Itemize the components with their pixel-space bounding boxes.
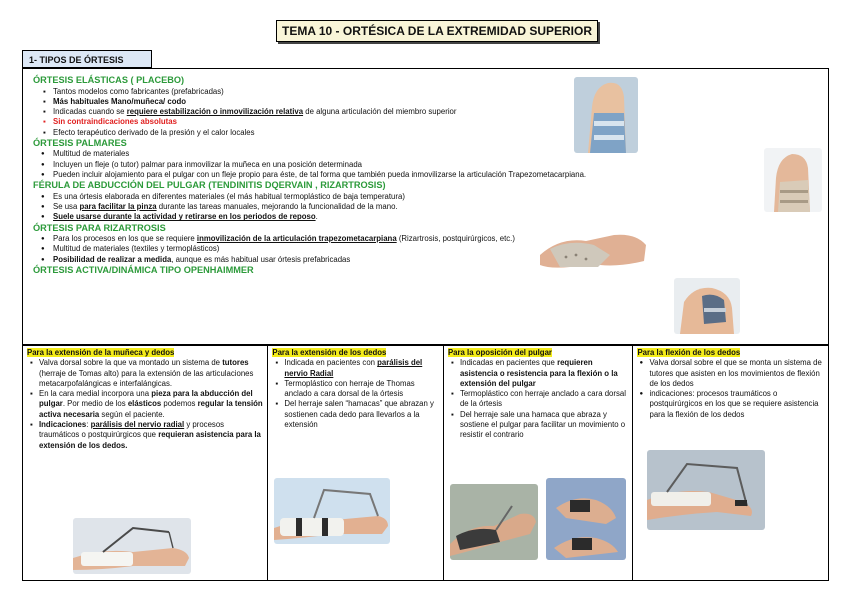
palmares-heading: ÓRTESIS PALMARES xyxy=(33,137,127,148)
list-item xyxy=(39,358,263,389)
wrist-brace-photo xyxy=(574,77,638,153)
list-item: ● Valva dorsal sobre el que se monta un sistema de tutores que asisten en los movimientos de flexión de los dedos xyxy=(649,358,824,389)
elasticas-heading: ÓRTESIS ELÁSTICAS ( PLACEBO) xyxy=(33,75,185,85)
column-header xyxy=(637,348,824,358)
text: : xyxy=(86,419,91,429)
text: (Rizartrosis, postquirúrgicos, etc.) xyxy=(396,234,515,244)
text: Indicada en pacientes con xyxy=(284,358,378,368)
finger-flexion-orthosis-photo xyxy=(647,450,765,530)
thumb-opposition-photo-2 xyxy=(546,478,626,560)
list-item xyxy=(460,358,629,389)
dynamic-orthosis-columns xyxy=(22,345,829,581)
col1-list xyxy=(27,358,263,451)
text: (herraje de Tomas alto) para la extensión de las articulaciones metacarpofalángicas e interfalángicas. xyxy=(39,368,254,388)
thumb-opposition-photo-1 xyxy=(450,484,538,560)
ferula-heading: FÉRULA DE ABDUCCIÓN DEL PULGAR (TENDINITIS DQERVAIN , RIZARTROSIS) xyxy=(33,180,386,191)
section-label: 1- TIPOS DE ÓRTESIS xyxy=(22,50,152,68)
rizartrosis-heading: ÓRTESIS PARA RIZARTROSIS xyxy=(33,222,166,233)
list-item: ● Pueden incluir alojamiento para el pulgar con un fleje propio para éste, de tal forma que también pueda inmovilizarse la articulación Trapezometacarpiana. xyxy=(53,170,820,180)
col2-list xyxy=(272,358,439,430)
text: Valva dorsal sobre la que va montado un sistema de xyxy=(39,358,223,368)
column-header xyxy=(448,348,629,358)
ferula-list xyxy=(33,192,820,223)
text: durante las tareas manuales, mejorando la funcionalidad de la mano. xyxy=(156,202,398,212)
text: parálisis del nervio Radial xyxy=(284,358,423,378)
list-item: ▪ Efecto terapéutico derivado de la presión y el calor locales xyxy=(53,128,820,138)
text: podemos xyxy=(161,399,198,409)
text: requieren asistencia o resistencia para la flexión o la extensión del pulgar xyxy=(459,358,618,388)
palmares-list xyxy=(33,149,820,180)
list-item xyxy=(53,212,820,222)
list-item: ● indicaciones: procesos traumáticos o postquirúrgicos en los que se requiere asistencia para la flexión de los dedos xyxy=(649,389,824,420)
text: tutores xyxy=(222,358,249,368)
text: Indicadas cuando se xyxy=(53,107,127,117)
text: . xyxy=(315,212,318,222)
text: y procesos traumáticos o postquirúrgicos que xyxy=(39,419,225,440)
list-item: ● Incluyen un fleje (o tutor) palmar para inmovilizar la muñeca en una posición determinada xyxy=(53,160,820,170)
rizartrosis-orthosis-photo xyxy=(674,278,740,334)
list-item xyxy=(53,234,820,244)
text: elásticos xyxy=(127,399,162,409)
text: En la cara medial incorpora una xyxy=(39,389,152,399)
finger-extension-orthosis-photo xyxy=(274,478,390,544)
thumb-splint-photo xyxy=(540,215,648,273)
text: según el paciente. xyxy=(99,409,165,419)
list-item: ▪ Del herraje sale una hamaca que abraza y sostiene el pulgar para facilitar un movimiento o resistir el contrario xyxy=(460,410,629,441)
column-header xyxy=(272,348,439,358)
elasticas-list xyxy=(33,87,820,138)
list-item xyxy=(53,202,820,212)
list-item: ▪ Termoplástico con herraje anclado a cara dorsal de la órtesis xyxy=(460,389,629,410)
text: Para la flexión de los dedos xyxy=(637,348,741,357)
text: de alguna articulación del miembro superior xyxy=(303,107,457,117)
text: . Por medio de los xyxy=(62,399,128,409)
text: Para la extensión de la muñeca y dedos xyxy=(27,348,175,357)
text: Indicaciones xyxy=(39,419,87,429)
text: Para la oposición del pulgar xyxy=(447,348,552,357)
list-item xyxy=(39,389,263,420)
dynamic-orthosis-photo xyxy=(73,518,191,574)
list-item: ▪ Sin contraindicaciones absolutas xyxy=(53,117,820,127)
column-extension-wrist-fingers xyxy=(23,346,268,580)
text: requiere estabilización o inmovilización relativa xyxy=(126,107,304,117)
text: Posibilidad de realizar a medida xyxy=(53,254,172,264)
column-header xyxy=(27,348,263,358)
text: Para la extensión de los dedos xyxy=(272,348,387,357)
text: , aunque es más habitual usar órtesis prefabricadas xyxy=(171,254,351,264)
text: pieza para la abducción del pulgar xyxy=(39,389,253,409)
column-thumb-opposition xyxy=(444,346,634,580)
list-item: ▪ Tantos modelos como fabricantes (prefabricadas) xyxy=(53,87,820,97)
text: parálisis del nervio radial xyxy=(90,419,185,429)
col3-list xyxy=(448,358,629,440)
text: Suele usarse durante la actividad y retirarse en los periodos de reposo xyxy=(53,212,316,222)
text: Se usa xyxy=(53,202,80,212)
page-title: TEMA 10 - ORTÉSICA DE LA EXTREMIDAD SUPERIOR xyxy=(276,20,598,42)
list-item: ▪ Del herraje salen “hamacas” que abrazan y sostienen cada dedo para llevarlos a la extensión xyxy=(284,399,439,430)
text: para facilitar la pinza xyxy=(79,202,157,212)
text: requieran asistencia para la extensión de los dedos. xyxy=(39,430,261,450)
list-item: ▪ Termoplástico con herraje de Thomas anclado a cara dorsal de la órtesis xyxy=(284,379,439,400)
text: Indicadas en pacientes que xyxy=(459,358,558,368)
list-item xyxy=(53,107,820,117)
text: regular la tensión activa necesaria xyxy=(39,399,263,419)
activa-heading: ÓRTESIS ACTIVA/DINÁMICA TIPO OPENHAIMMER xyxy=(33,264,254,275)
list-item: ● Es una órtesis elaborada en diferentes materiales (el más habitual termoplástico de baja temperatura) xyxy=(53,192,820,202)
list-item: ▪ Más habituales Mano/muñeca/ codo xyxy=(53,97,820,107)
list-item xyxy=(53,255,820,265)
text: Para los procesos en los que se requiere xyxy=(53,234,197,244)
list-item: ● Multitud de materiales xyxy=(53,149,820,159)
rizartrosis-list xyxy=(33,234,820,265)
list-item: ● Multitud de materiales (textiles y termoplásticos) xyxy=(53,244,820,254)
column-extension-fingers xyxy=(268,346,444,580)
text: inmovilización de la articulación trapezometacarpiana xyxy=(196,234,397,244)
col4-list xyxy=(637,358,824,420)
palmar-orthosis-photo xyxy=(764,148,822,212)
list-item xyxy=(39,420,263,451)
list-item xyxy=(284,358,439,379)
column-finger-flexion xyxy=(633,346,828,580)
